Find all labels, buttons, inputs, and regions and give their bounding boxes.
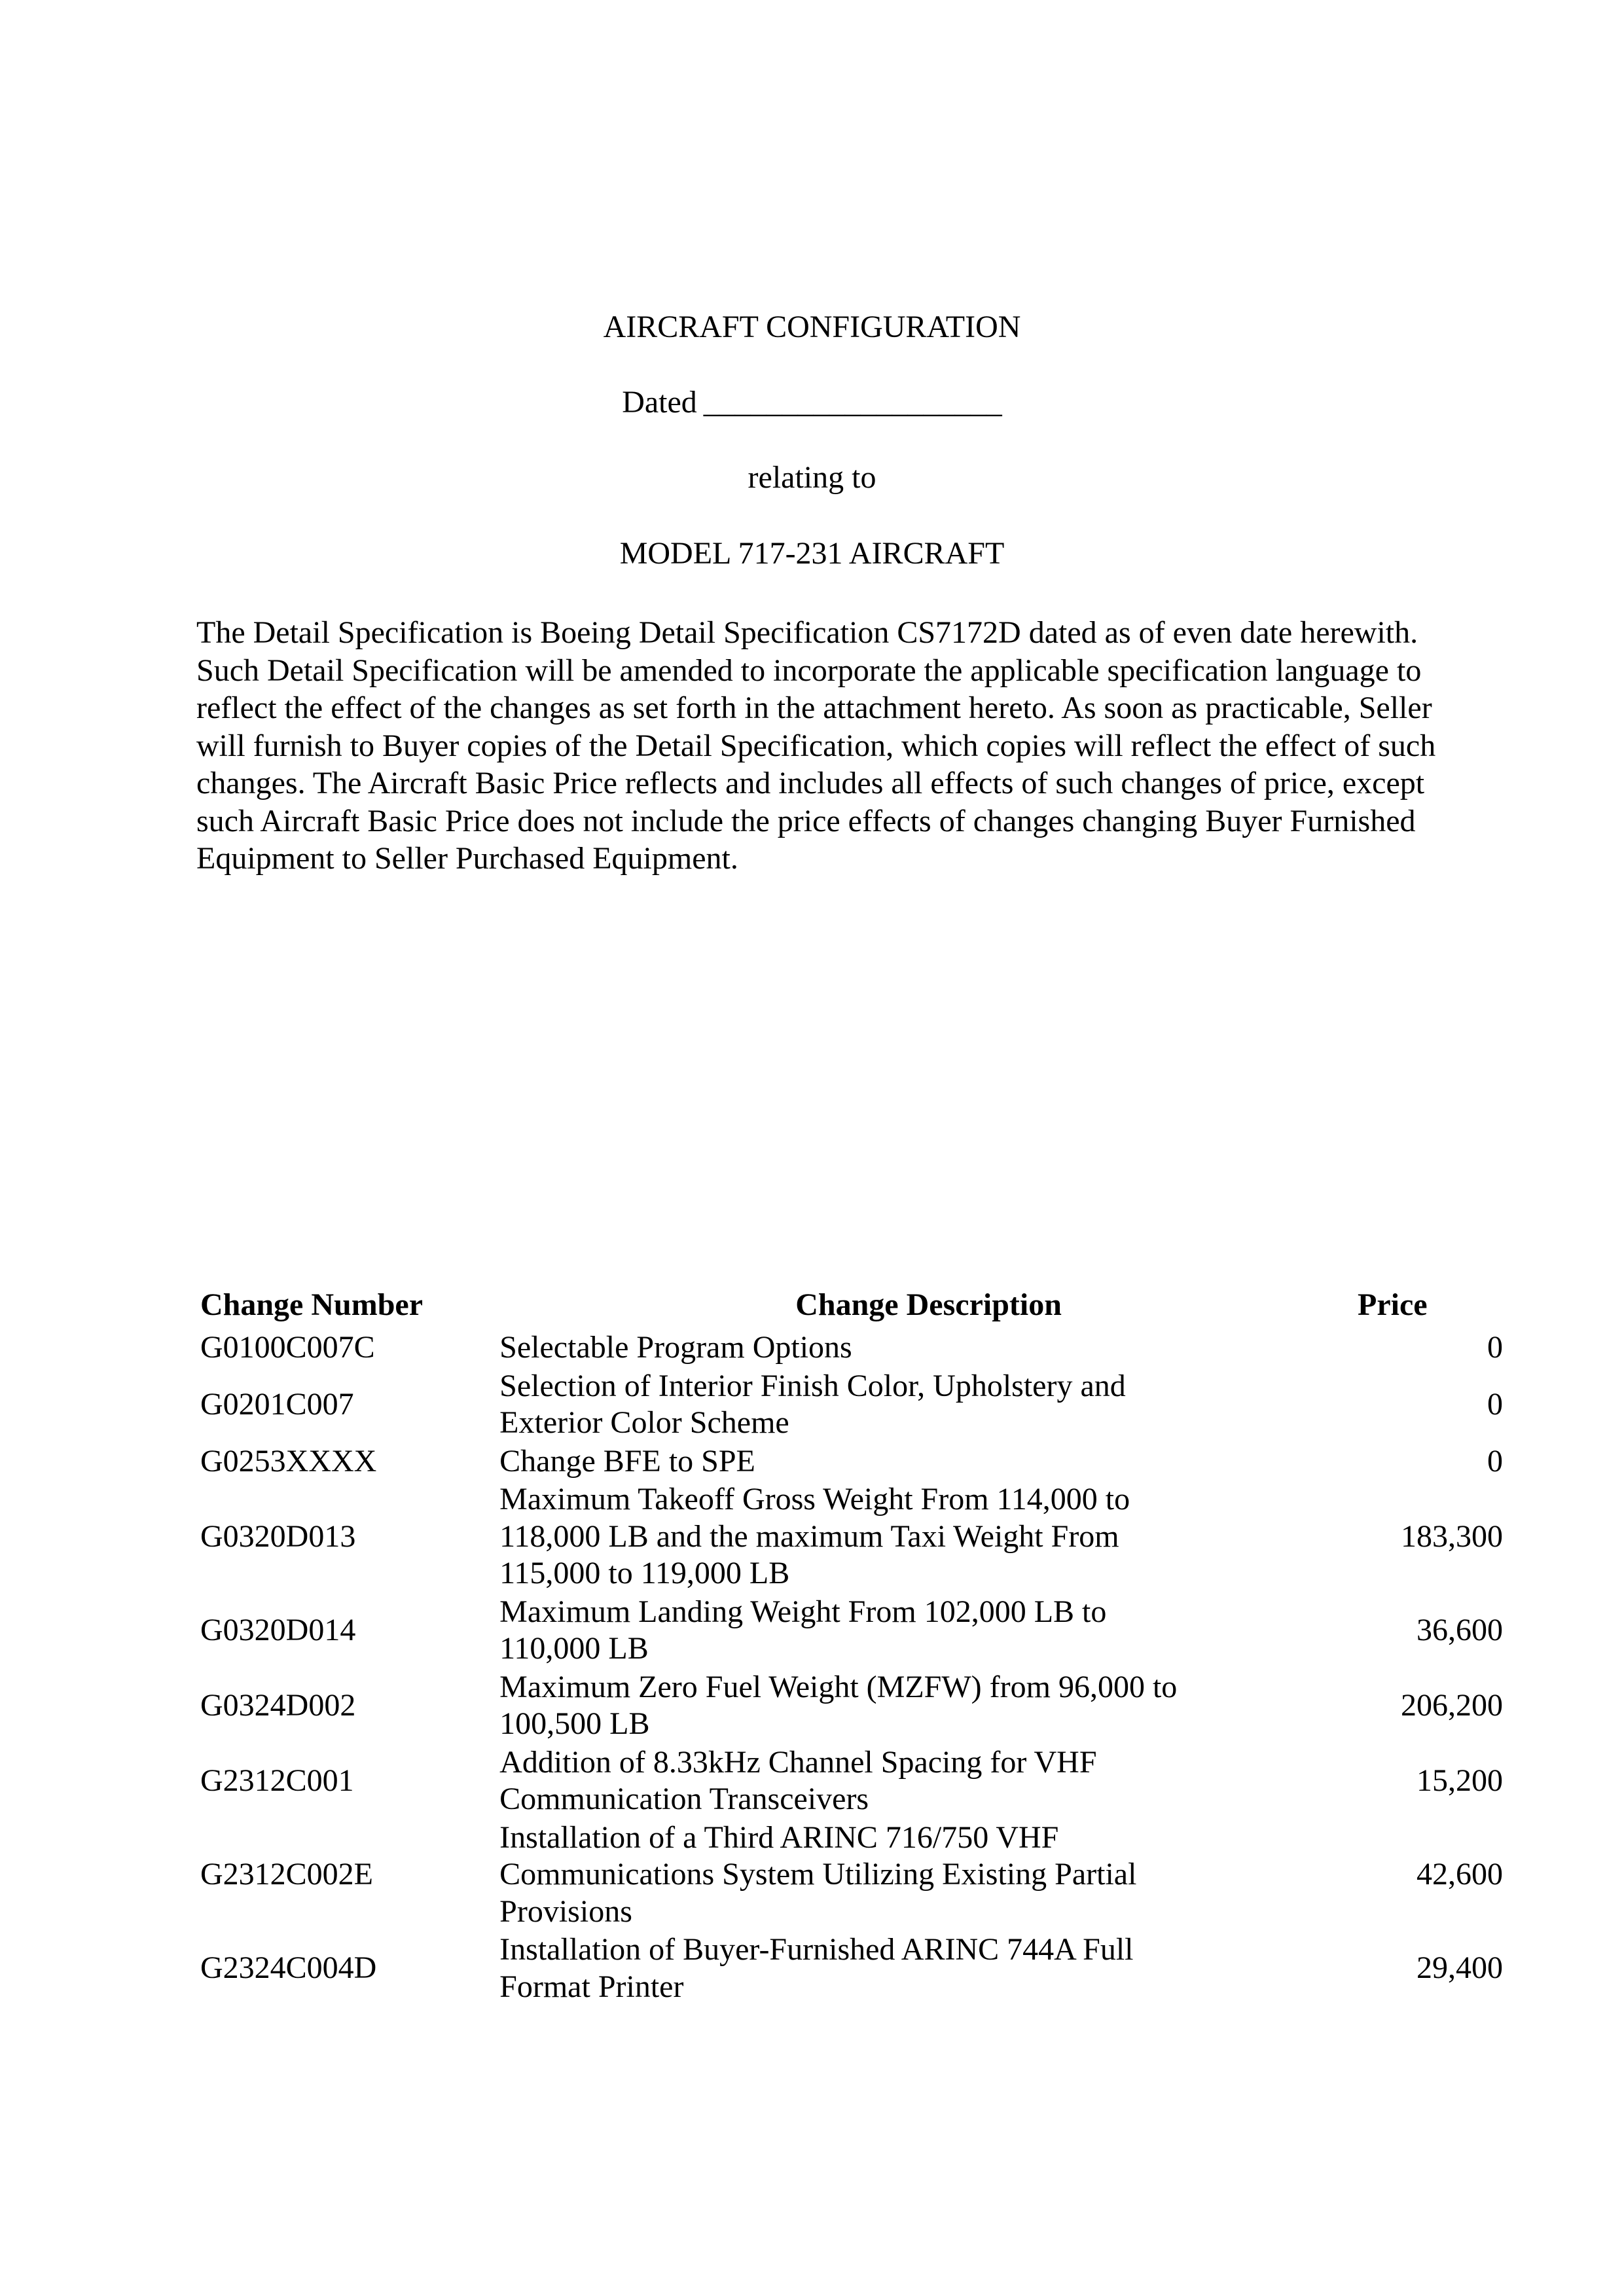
table-header-row xyxy=(200,1282,1503,1329)
dated-blank: ___________________ xyxy=(703,385,1002,420)
change-price: 36,600 xyxy=(1416,1612,1503,1647)
change-description: Selectable Program Options xyxy=(499,1330,852,1365)
change-number: G2312C002E xyxy=(200,1857,373,1892)
change-number: G2312C001 xyxy=(200,1763,354,1798)
change-number: G0320D013 xyxy=(200,1518,356,1554)
change-description: Installation of a Third ARINC 716/750 VHF Communications System Utilizing Existing Partial Provisions xyxy=(499,1820,1137,1929)
change-description: Installation of Buyer-Furnished ARINC 744A Full Format Printer xyxy=(499,1932,1134,2004)
table-row xyxy=(200,1593,1503,1668)
change-price: 29,400 xyxy=(1416,1950,1503,1986)
change-number: G0253XXXX xyxy=(200,1443,377,1479)
change-price: 183,300 xyxy=(1401,1518,1503,1554)
changes-table xyxy=(200,1282,1503,2006)
change-description: Selection of Interior Finish Color, Upholstery and Exterior Color Scheme xyxy=(499,1368,1126,1440)
header-change-number: Change Number xyxy=(200,1287,424,1322)
change-price: 15,200 xyxy=(1416,1763,1503,1798)
change-price: 0 xyxy=(1487,1386,1503,1422)
table-row xyxy=(200,1668,1503,1744)
change-number: G0100C007C xyxy=(200,1330,375,1365)
change-price: 206,200 xyxy=(1401,1687,1503,1723)
table-row xyxy=(200,1744,1503,1819)
change-description: Change BFE to SPE xyxy=(499,1443,755,1479)
change-number: G2324C004D xyxy=(200,1950,377,1986)
change-description: Addition of 8.33kHz Channel Spacing for VHF Communication Transceivers xyxy=(499,1744,1097,1816)
change-description: Maximum Landing Weight From 102,000 LB to 110,000 LB xyxy=(499,1594,1107,1666)
header-price: Price xyxy=(1358,1287,1428,1322)
table-row xyxy=(200,1931,1503,2006)
relating-to-line: relating to xyxy=(748,460,876,495)
change-price: 0 xyxy=(1487,1330,1503,1365)
table-row xyxy=(200,1480,1503,1593)
header-change-description: Change Description xyxy=(795,1287,1062,1322)
change-description: Maximum Takeoff Gross Weight From 114,000 to 118,000 LB and the maximum Taxi Weight From 115,000 to 119,000 LB xyxy=(499,1482,1130,1590)
table-row xyxy=(200,1367,1503,1443)
dated-line xyxy=(0,384,1624,421)
change-price: 0 xyxy=(1487,1443,1503,1479)
change-number: G0324D002 xyxy=(200,1687,356,1723)
change-description: Maximum Zero Fuel Weight (MZFW) from 96,000 to 100,500 LB xyxy=(499,1669,1178,1741)
table-row xyxy=(200,1329,1503,1367)
intro-paragraph: The Detail Specification is Boeing Detail Specification CS7172D dated as of even date herewith. Such Detail Specification will be amended to incorporate the applicable specification language to reflect the effect of the changes as set forth in the attachment hereto. As soon as practicable, Seller will furnish to Buyer copies of the Detail Specification, which copies will reflect the effect of such changes. The Aircraft Basic Price reflects and includes all effects of such changes of price, except such Aircraft Basic Price does not include the price effects of changes changing Buyer Furnished Equipment to Seller Purchased Equipment. xyxy=(196,615,1436,876)
model-line: MODEL 717-231 AIRCRAFT xyxy=(619,536,1005,571)
document-title: AIRCRAFT CONFIGURATION xyxy=(603,310,1021,344)
table-row xyxy=(200,1443,1503,1481)
table-row xyxy=(200,1819,1503,1931)
change-number: G0201C007 xyxy=(200,1386,354,1422)
change-price: 42,600 xyxy=(1416,1857,1503,1892)
change-number: G0320D014 xyxy=(200,1612,356,1647)
dated-label: Dated xyxy=(622,385,697,420)
